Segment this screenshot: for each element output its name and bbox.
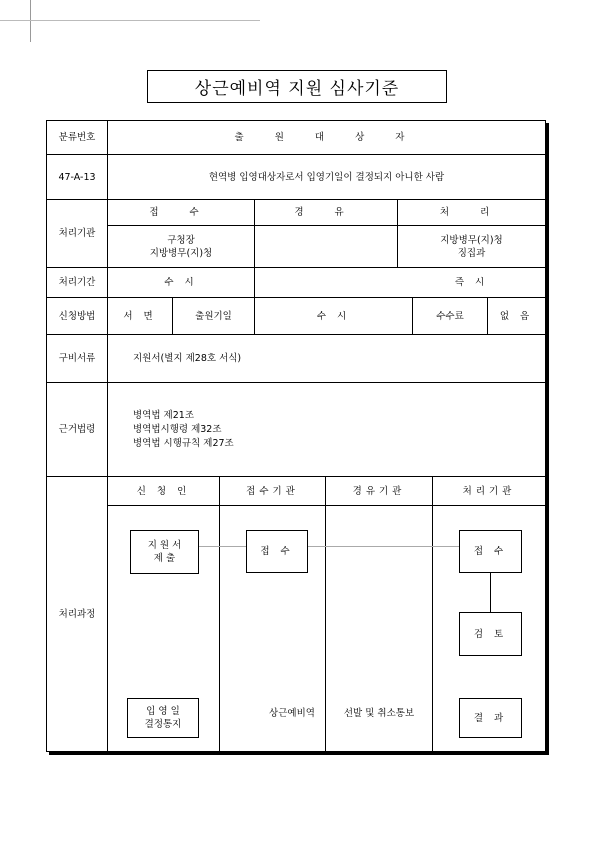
receive-note: 상근예비역: [269, 707, 315, 719]
flow-connector: [308, 546, 460, 547]
enlistment-notice-box: 입 영 일 결정통지: [127, 698, 199, 738]
review-box: 검 토: [459, 612, 522, 656]
agency-col-process: 처 리: [439, 207, 504, 218]
result-box: 결 과: [459, 698, 522, 738]
crop-mark-horizontal: [0, 20, 260, 21]
criteria-table: [46, 120, 546, 752]
laws-list: [133, 409, 234, 451]
agency-receive: 구청장 지방병무(지)청: [149, 234, 213, 259]
process-col-via: 경유기관: [352, 485, 406, 497]
agency-col-receive: 접 수: [149, 207, 213, 218]
agency-col-via: 경 유: [294, 207, 358, 218]
attendance-label: 출원기일: [195, 310, 232, 322]
attendance-value: 수 시: [316, 310, 351, 322]
period-label: 처리기간: [58, 277, 96, 288]
law-item: 병역법시행령 제32조: [133, 424, 222, 435]
category-header: 출 원 대 상 자: [234, 132, 419, 143]
applicant-description: 현역병 입영대상자로서 입영기일이 결정되지 아니한 사람: [208, 171, 445, 183]
fee-label: 수수료: [436, 310, 464, 322]
period-process: 즉 시: [454, 277, 489, 288]
laws-label: 근거법령: [58, 424, 96, 435]
category-label: 분류번호: [58, 132, 96, 143]
process-col-process: 처리기관: [462, 485, 516, 497]
agency-via: [255, 226, 397, 267]
method-value: 서 면: [123, 310, 157, 322]
period-receive: 수 시: [164, 277, 198, 288]
law-item: 병역법 제21조: [133, 410, 194, 421]
agency-process: 지방병무(지)청 징집과: [440, 234, 503, 259]
method-label: 신청방법: [58, 310, 96, 322]
flow-connector: [198, 546, 246, 547]
process-col-receive: 접수기관: [246, 485, 299, 497]
classification-code: 47-A-13: [58, 171, 96, 183]
receive-box: 접 수: [246, 530, 308, 573]
crop-mark-vertical: [30, 0, 31, 42]
documents-label: 구비서류: [58, 353, 96, 364]
law-item: 병역법 시행규칙 제27조: [133, 438, 234, 449]
fee-value: 없 음: [499, 310, 534, 322]
documents-value: 지원서(별지 제28호 서식): [133, 353, 242, 364]
flow-connector: [490, 573, 491, 612]
page-title: 상근예비역 지원 심사기준: [147, 70, 447, 103]
process-label: 처리과정: [58, 608, 96, 620]
agency-label: 처리기관: [58, 228, 96, 239]
submit-application-box: 지 원 서 제 출: [130, 530, 199, 574]
via-note: 선발 및 취소통보: [343, 707, 415, 719]
process-col-applicant: 신 청 인: [136, 485, 191, 497]
process-receive-box: 접 수: [459, 530, 522, 573]
